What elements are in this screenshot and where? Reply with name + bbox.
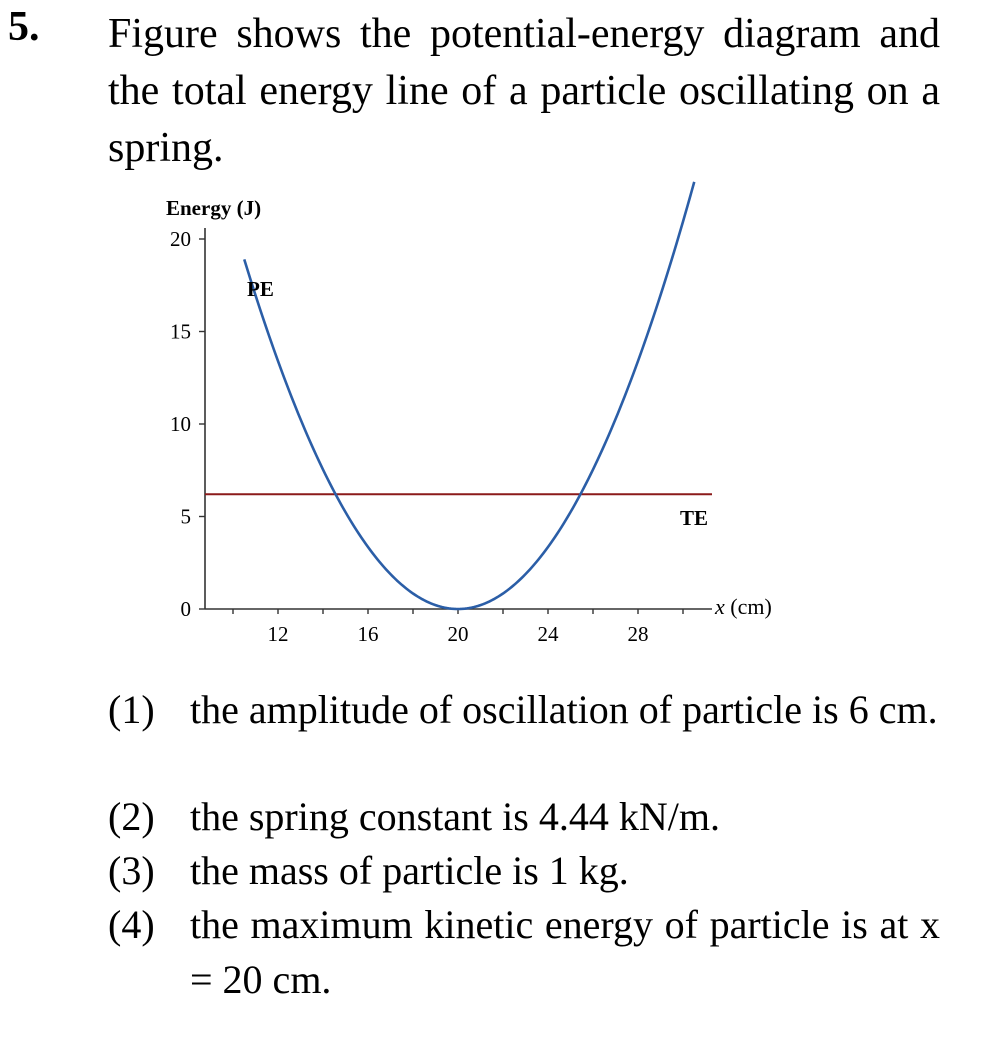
y-tick-label-5: 5 <box>180 504 191 529</box>
x-tick-label-28: 28 <box>627 622 649 646</box>
y-tick-label-15: 15 <box>170 319 191 344</box>
x-tick-label-16: 16 <box>357 622 379 646</box>
pe-curve <box>244 182 694 609</box>
option-1[interactable] <box>108 682 940 737</box>
x-axis-label: x (cm) <box>715 594 772 619</box>
option-2-number: (2) <box>108 794 155 839</box>
x-tick-label-20: 20 <box>447 622 469 646</box>
option-3-number: (3) <box>108 848 155 893</box>
option-1-text: the amplitude of oscillation of particle is 6 cm. <box>190 687 938 732</box>
pe-series-label: PE <box>247 277 274 301</box>
option-4[interactable] <box>108 897 940 1007</box>
option-1-number: (1) <box>108 687 155 732</box>
x-tick-label-12: 12 <box>267 622 289 646</box>
option-2-text: the spring constant is 4.44 kN/m. <box>190 794 720 839</box>
option-3-text: the mass of particle is 1 kg. <box>190 848 629 893</box>
y-axis-label: Energy (J) <box>166 196 262 220</box>
option-4-text: the maximum kinetic energy of particle is at x = 20 cm. <box>190 902 940 1002</box>
y-tick-label-10: 10 <box>170 412 191 436</box>
y-tick-label-0: 0 <box>180 597 191 621</box>
te-series-label: TE <box>680 506 709 530</box>
option-4-number: (4) <box>108 902 155 947</box>
option-2[interactable] <box>108 789 940 844</box>
option-3[interactable] <box>108 843 940 898</box>
question-number: 5. <box>8 4 40 50</box>
y-tick-label-20: 20 <box>170 227 191 251</box>
question-stem: Figure shows the potential-energy diagram and the total energy line of a particle oscillating on a spring. <box>108 11 940 171</box>
x-tick-label-24: 24 <box>537 622 559 646</box>
